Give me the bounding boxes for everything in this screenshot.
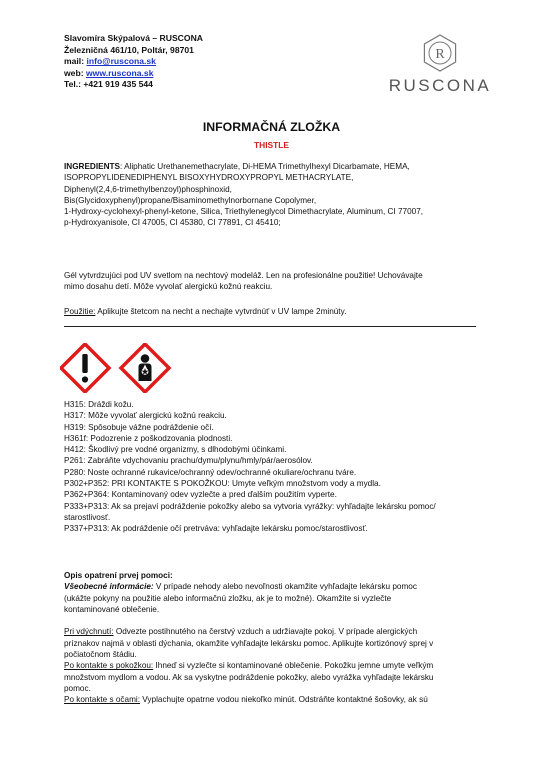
usage-label: Použitie: [64,307,96,316]
web-line: web: www.ruscona.sk [64,67,154,78]
divider [64,326,476,327]
skin-contact-label: Po kontakte s pokožkou: [64,661,154,671]
first-aid-heading: Opis opatrení prvej pomoci: [64,571,173,580]
list-item: H412: Škodlivý pre vodné organizmy, s dlhodobými účinkami. [64,445,287,455]
list-item: H315: Dráždi kožu. [64,400,134,409]
company-header [64,33,203,91]
general-info-label: Všeobecné informácie: [64,582,154,592]
list-item: P333+P313: Ak sa prejaví podráždenie pokožky alebo sa vytvoria vyrážky: vyhľadajte lekársku pomoc/ [64,501,436,511]
usage-line: Použitie: Aplikujte štetcom na necht a nechajte vytvrdnúť v UV lampe 2minúty. [64,307,347,316]
logo-wordmark: RUSCONA [388,76,492,95]
list-item: P280: Noste ochranné rukavice/ochranný odev/ochranné okuliare/ochranu tváre. [64,467,357,477]
page-title: INFORMAČNÁ ZLOŽKA [202,120,341,134]
ruscona-logo [380,33,500,96]
first-aid-section: Opis opatrení prvej pomoci: Všeobecné informácie: V prípade nehody alebo nevoľnosti okamžite vyhľadajte lekársku pomoc (ukážte pokyny na použitie alebo informačnú zložku, ak je to možné). Okamžite si vyzlečte kontaminované oblečenie. Pri vdýchnutí: Odvezte postihnutého na čerstvý vzduch a udržiavajte pokoj. V prípade alergických príznakov najmä v oblasti dýchania, okamžite vyhľadajte lekársku pomoc. Aplikujte kortizónový sprej v počiatočnom štádiu. Po kontakte s pokožkou: Ihneď si vyzlečte si kontaminované oblečenie. Pokožku jemne umyte veľkým množstvom mydlom a vodou. Ak sa vyskytne podráždenie pokožky, alebo vyrážka vyhľadajte lekársku pomoc. Po kontakte s očami: Vyplachujte opatrne vodou niekoľko minút. Odstráňte kontaktné šošovky, ak sú [64,570,484,706]
product-description: Gél vytvrdzujúci pod UV svetlom na nechtový modeláž. Len na profesionálne použitie! Uchovávajte mimo dosahu detí. Môže vyvolať alergickú kožnú reakciu. [64,271,423,292]
health-hazard-pictogram-icon [121,344,169,392]
hazard-statements [64,399,484,535]
web-link[interactable]: www.ruscona.sk [85,67,154,78]
list-item: P261: Zabráňte vdychovaniu prachu/dymu/plynu/hmly/pár/aerosólov. [64,456,313,466]
list-item: P362+P364: Kontaminovaný odev vyzlečte a pred ďalším použitím vyperte. [64,490,337,500]
list-item: starostlivosť. [64,512,111,522]
list-item: P302+P352: PRI KONTAKTE S POKOŽKOU: Umyte veľkým množstvom vody a mydla. [64,479,381,489]
ingredients-label: INGREDIENTS [64,162,120,171]
list-item: H361f: Podozrenie z poškodzovania plodnosti. [64,433,233,443]
list-item: H317: Môže vyvolať alergickú kožnú reakciu. [64,411,227,421]
exclamation-mark-pictogram-icon [61,344,109,392]
hazard-pictograms [60,343,172,398]
svg-text:R: R [435,47,445,62]
mail-line: mail: info@ruscona.sk [64,56,156,67]
phone-line: Tel.: +421 919 435 544 [64,79,153,90]
ingredients-block: INGREDIENTS: Aliphatic Urethanemethacrylate, Di-HEMA Trimethylhexyl Dicarbamate, HEMA, ISOPROPYLIDENEDIPHENYL BISOXYHYDROXYPROPYL METHACRYLATE, Diphenyl(2,4,6-trimethylbenzoyl)phosphinoxid, Bis(Glycidoxyphenyl)propane/Bisaminomethylnorbornane Copolymer, 1-Hydroxy-cyclohexyl-phenyl-ketone, Silica, Triethyleneglycol Dimethacrylate, Aluminum, CI 77007, p-Hydroxyanisole, CI 47005, CI 45380, CI 77891, CI 45410; [64,162,424,228]
list-item: H319: Spôsobuje vážne podráždenie očí. [64,422,214,432]
mail-link[interactable]: info@ruscona.sk [86,56,156,67]
ruscona-emblem-icon [420,33,460,73]
list-item: P337+P313: Ak podráždenie očí pretrváva: vyhľadajte lekársku pomoc/starostlivosť. [64,524,368,534]
product-name: THISTLE [254,140,289,150]
inhalation-label: Pri vdýchnutí: [64,627,114,637]
company-address: Železničná 461/10, Poltár, 98701 [64,44,194,55]
company-name: Slavomíra Skýpalová – RUSCONA [64,33,203,43]
eye-contact-label: Po kontakte s očami: [64,695,140,705]
